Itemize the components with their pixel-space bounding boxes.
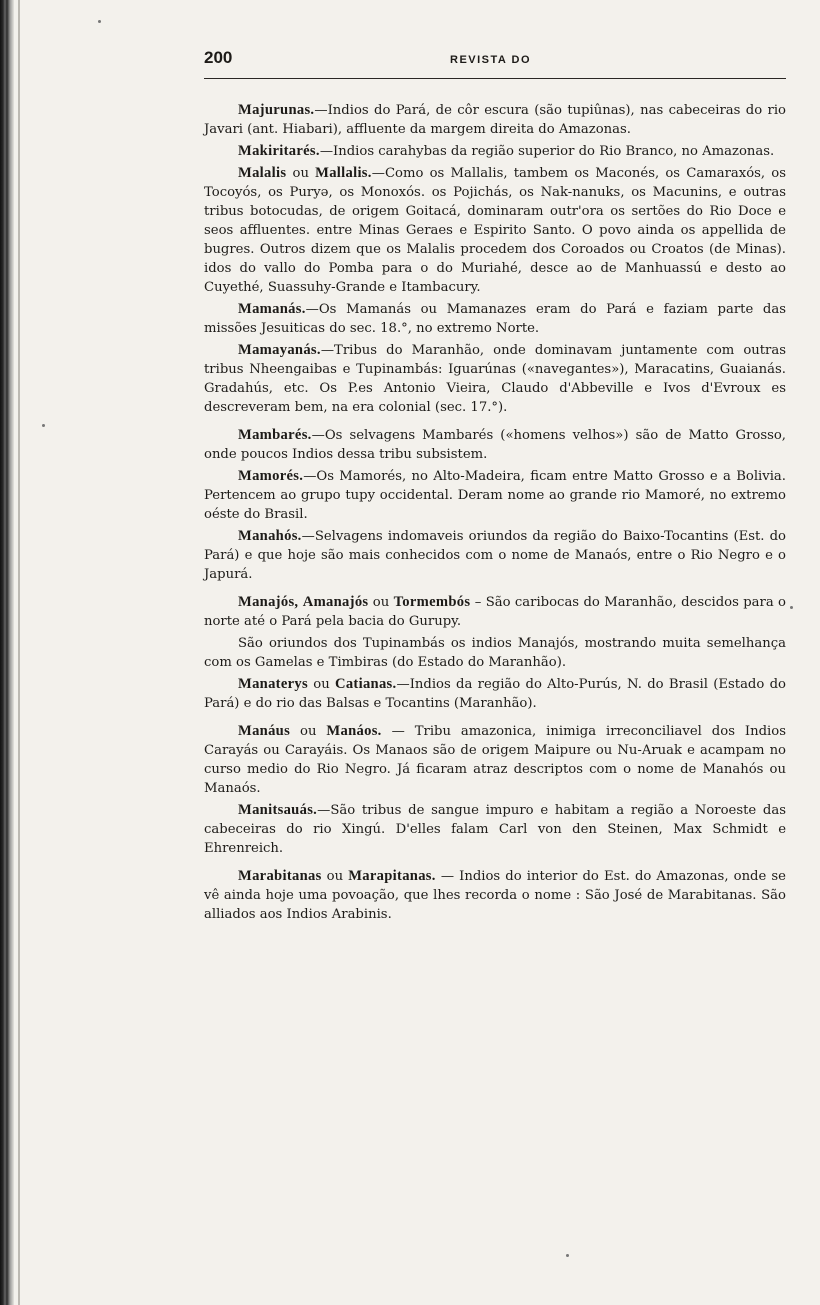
book-spine-shadow (0, 0, 14, 1305)
entry-text: —Tribus do Maranhão, onde dominavam juntamente com outras tribus Nheengaibas e Tupinambás: Iguarúnas («navegantes»), Maracatins, Guaianás. Gradahús, etc. Os P.es Antonio Vieira, Claudo d'Abbeville e Ivos d'Evroux es descreveram bem, na era colonial (sec. 17.°). (204, 343, 786, 415)
entry-headword-variant: Marapitanas. (348, 868, 436, 884)
entry-headword: Mamorés. (238, 468, 304, 484)
entry-text: —Selvagens indomaveis oriundos da região do Baixo-Tocantins (Est. do Pará) e que hoje são mais conhecidos com o nome de Manaós, entre o Rio Negro e o Japurá. (204, 529, 786, 582)
entry-text: —São tribus de sangue impuro e habitam a região a Noroeste das cabeceiras do rio Xingú. D'elles falam Carl von den Steinen, Max Schmidt e Ehrenreich. (204, 803, 786, 856)
entry-headword: Manitsauás. (238, 802, 318, 818)
entry-text: —Como os Mallalis, tambem os Maconés, os Camaraxós, os Tocoyós, os Puryə, os Monoxós. os Pojichás, os Nak-nanuks, os Macunins, e outras tribus botocudas, de origem Goitacá, dominaram outr'ora os sertões do Rio Doce e seos affluentes. entre Minas Geraes e Espirito Santo. O povo ainda os appellida de bugres. Outros dizem que os Malalis procedem dos Coroados ou Croatos (de Minas). idos do vallo do Pomba para o do Muriahé, desce ao de Manhuassú e desto ao Cuyethé, Suassuhy-Grande e Itambacury. (204, 166, 786, 295)
entry-headword: Mamayanás. (238, 342, 321, 358)
entry-manahos (204, 527, 786, 584)
entry-mambares (204, 426, 786, 464)
entry-text: —Os selvagens Mambarés («homens velhos») são de Matto Grosso, onde poucos Indios dessa tribu subsistem. (204, 428, 786, 462)
running-head (204, 48, 786, 79)
entry-headword: Marabitanas (238, 868, 322, 884)
paper-speck (98, 20, 101, 23)
entry-headword-variant: Amanajós (302, 594, 369, 610)
entry-headword: Makiritarés. (238, 143, 320, 159)
paper-speck (790, 606, 793, 609)
journal-title: REVISTA DO (450, 54, 532, 66)
paper-speck (566, 1254, 569, 1257)
entry-headword-variant: Catianas. (335, 676, 397, 692)
entry-marabitanas (204, 867, 786, 924)
entry-manajos-continuation (204, 634, 786, 672)
entry-connector: ou (321, 869, 349, 884)
entry-text: São oriundos dos Tupinambás os indios Manajós, mostrando muita semelhança com os Gamelas e Timbiras (do Estado do Maranhão). (204, 636, 786, 670)
entry-headword: Manaterys (238, 676, 308, 692)
entry-headword-variant: Tormembós (393, 594, 471, 610)
glossary-entries (204, 101, 786, 924)
page-edge-line (18, 0, 20, 1305)
entry-manaterys (204, 675, 786, 713)
entry-text: —Indios da região do Alto-Purús, N. do Brasil (Estado do Pará) e do rio das Balsas e Tocantins (Maranhão). (204, 677, 786, 711)
entry-mamores (204, 467, 786, 524)
entry-connector: ou (286, 166, 316, 181)
entry-connector: ou (307, 677, 335, 692)
page-number: 200 (204, 48, 233, 67)
paper-speck (42, 424, 45, 427)
entry-manitsauas (204, 801, 786, 858)
entry-majurunas (204, 101, 786, 139)
entry-headword: Manajós, (238, 594, 299, 610)
entry-headword-variant: Mallalis. (315, 165, 372, 181)
entry-headword: Majurunas. (238, 102, 315, 118)
entry-text: – São caribocas do Maranhão, descidos para o norte até o Pará pela bacia do Gurupy. (204, 595, 786, 629)
entry-text: — Tribu amazonica, inimiga irreconciliavel dos Indios Carayás ou Carayáis. Os Manaos são de origem Maipure ou Nu-Aruak e acampam no curso medio do Rio Negro. Já ficaram atraz descriptos com o nome de Manahós ou Manaós. (204, 724, 786, 796)
entry-malalis (204, 164, 786, 297)
page (204, 48, 786, 927)
entry-manajos (204, 593, 786, 631)
entry-text: —Indios carahybas da região superior do Rio Branco, no Amazonas. (319, 144, 775, 159)
entry-headword: Manahós. (238, 528, 302, 544)
entry-headword: Mambarés. (238, 427, 312, 443)
entry-text: — Indios do interior do Est. do Amazonas, onde se vê ainda hoje uma povoação, que lhes recorda o nome : São José de Marabitanas. São alliados aos Indios Arabinis. (204, 869, 786, 922)
entry-manaus (204, 722, 786, 798)
entry-mamanas (204, 300, 786, 338)
entry-text: —Os Mamanás ou Mamanazes eram do Pará e faziam parte das missões Jesuiticas do sec. 18.°, no extremo Norte. (204, 302, 786, 336)
entry-connector: ou (290, 724, 327, 739)
entry-headword: Manáus (238, 723, 291, 739)
entry-headword: Mamanás. (238, 301, 306, 317)
entry-headword: Malalis (238, 165, 287, 181)
entry-text: —Os Mamorés, no Alto-Madeira, ficam entre Matto Grosso e a Bolivia. Pertencem ao grupo tupy occidental. Deram nome ao grande rio Mamoré, no extremo oéste do Brasil. (204, 469, 786, 522)
entry-headword-variant: Manáos. (326, 723, 382, 739)
entry-makiritares (204, 142, 786, 161)
entry-connector: ou (368, 595, 394, 610)
entry-mamayanas (204, 341, 786, 417)
entry-text: —Indios do Pará, de côr escura (são tupiûnas), nas cabeceiras do rio Javari (ant. Hiabari), affluente da margem direita do Amazonas. (204, 103, 786, 137)
